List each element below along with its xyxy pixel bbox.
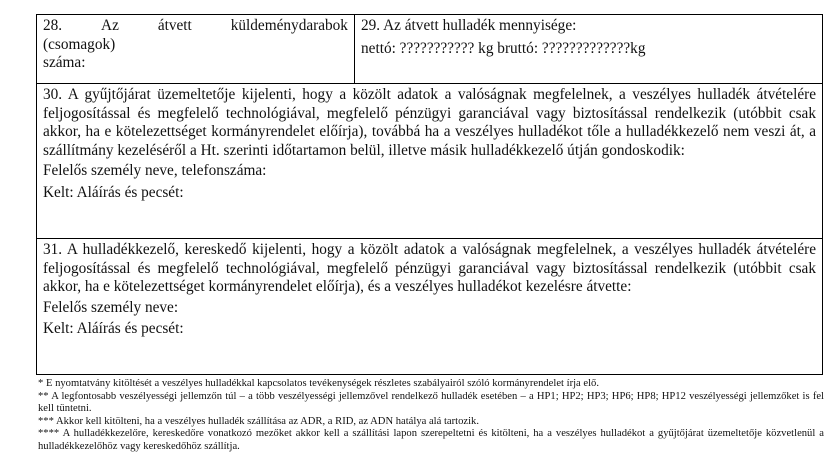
field-31-signature[interactable]: Kelt: Aláírás és pecsét: bbox=[43, 320, 184, 337]
field-31-processor-declaration bbox=[37, 239, 823, 375]
footnote: ** A legfontosabb veszélyességi jellemzőn túl – a több veszélyességi jellemzővel rendelkező hulladék esetében – a HP1; HP2; HP3; HP6; HP8; HP12 veszélyességi jellemzőket is fel kell tüntetni. bbox=[38, 390, 824, 415]
field-28-word: átvett bbox=[157, 17, 192, 34]
footnote: **** A hulladékkezelőre, kereskedőre vonatkozó mezőket akkor kell a szállítási lapon szerepeltetni és kitölteni, ha a veszélyes hulladékot a gyűjtőjárat üzemeltetője közvetlenül a hulladékkezelőhöz vagy kereskedőhöz szállítja. bbox=[38, 428, 824, 452]
field-29-waste-quantity[interactable] bbox=[355, 15, 823, 84]
field-29-title: 29. Az átvett hulladék mennyisége: bbox=[361, 17, 577, 34]
field-30-text: 30. A gyűjtőjárat üzemeltetője kijelenti, hogy a közölt adatok a valóságnak megfelelnek, a veszélyes hulladék átvételére feljogosítással és megfelelő technológiával, megfelelő pénzügyi garanciával vagy biztosítással rendelkezik (utóbbit csak akkor, ha e kötelezettséget kormányrendelet előírja), továbbá ha a veszélyes hulladékot tőle a hulladékkezelő nem veszi át, a szállítmány kezeléséről a Ht. szerinti időtartamon belül, illetve másik hulladékkezelő útján gondoskodik: bbox=[43, 86, 816, 159]
field-28-label-line3: száma: bbox=[43, 54, 86, 71]
field-28-word: Az bbox=[101, 17, 119, 34]
field-28-label-line1 bbox=[43, 17, 348, 36]
field-31-responsible-person[interactable]: Felelős személy neve: bbox=[43, 298, 179, 316]
field-30-signature[interactable]: Kelt: Aláírás és pecsét: bbox=[43, 183, 184, 201]
field-28-number: 28. bbox=[43, 17, 63, 34]
field-28-label-line2: (csomagok) bbox=[43, 35, 116, 53]
footnote: * E nyomtatvány kitöltését a veszélyes hulladékkal kapcsolatos tevékenységek részletes szabályairól szóló kormányrendelet írja elő. bbox=[38, 378, 599, 389]
field-28-package-count[interactable] bbox=[37, 15, 355, 84]
field-30-collector-declaration bbox=[37, 84, 823, 239]
waste-form-table bbox=[36, 14, 823, 375]
footnote: *** Akkor kell kitölteni, ha a veszélyes hulladék szállítása az ADR, a RID, az ADN hatálya alá tartozik. bbox=[38, 415, 479, 427]
field-30-responsible-person[interactable]: Felelős személy neve, telefonszáma: bbox=[43, 162, 267, 179]
field-28-word: küldeménydarabok bbox=[230, 17, 348, 34]
field-31-text: 31. A hulladékkezelő, kereskedő kijelenti, hogy a közölt adatok a valóságnak megfelelnek, a veszélyes hulladék átvételére feljogosítással és megfelelő technológiával, megfelelő pénzügyi garanciával vagy biztosítással rendelkezik (utóbbit csak akkor, ha e kötelezettséget kormányrendelet előírja), és a veszélyes hulladékot kezelésre átvette: bbox=[43, 241, 816, 295]
field-29-net-gross: nettó: ??????????? kg bruttó: ?????????????kg bbox=[361, 39, 646, 57]
footnotes bbox=[38, 378, 824, 454]
